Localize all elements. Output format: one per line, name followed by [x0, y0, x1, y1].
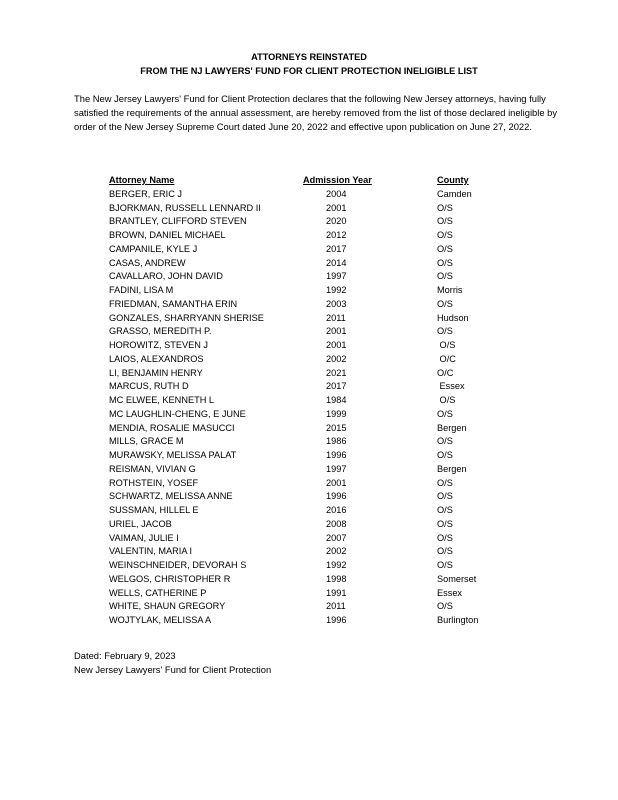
- attorney-name-cell: SUSSMAN, HILLEL E: [109, 505, 199, 515]
- intro-paragraph: The New Jersey Lawyers' Fund for Client Protection declares that the following New Jersey attorneys, having fully satisfied the requirements of the annual assessment, are hereby removed from the list of those declared ineligible by order of the New Jersey Supreme Court dated June 20, 2022 and effective upon publication on June 27, 2022.: [74, 93, 558, 132]
- document-title: ATTORNEYS REINSTATED: [251, 52, 367, 62]
- attorney-name-cell: VALENTIN, MARIA I: [109, 546, 193, 557]
- county-cell: O/S: [437, 505, 453, 515]
- table-row: [0, 504, 618, 518]
- header-attorney-name: Attorney Name: [109, 175, 175, 185]
- attorney-name-cell: WELGOS, CHRISTOPHER R: [109, 573, 231, 584]
- table-row: [0, 298, 618, 312]
- admission-year-cell: 1999: [326, 408, 347, 419]
- attorney-name-cell: VAIMAN, JULIE I: [109, 532, 179, 543]
- county-cell: O/S: [437, 601, 453, 612]
- county-cell: Camden: [437, 188, 472, 199]
- attorney-name-cell: MC ELWEE, KENNETH L: [109, 395, 214, 405]
- county-cell: O/S: [437, 243, 453, 254]
- admission-year-cell: 1991: [326, 587, 347, 598]
- attorney-name-cell: GRASSO, MEREDITH P.: [109, 326, 212, 337]
- table-row: [0, 353, 618, 367]
- attorney-name-cell: ROTHSTEIN, YOSEF: [109, 477, 199, 488]
- attorney-name-cell: FADINI, LISA M: [109, 285, 174, 295]
- attorney-name-cell: CAVALLARO, JOHN DAVID: [109, 271, 223, 282]
- attorney-name-cell: GONZALES, SHARRYANN SHERISE: [109, 312, 264, 323]
- attorney-name-cell: SCHWARTZ, MELISSA ANNE: [109, 491, 233, 502]
- attorney-name-cell: MURAWSKY, MELISSA PALAT: [109, 450, 237, 460]
- table-row: [0, 532, 618, 546]
- table-row: [0, 339, 618, 353]
- table-row: [0, 257, 618, 271]
- county-cell: O/C: [437, 367, 454, 378]
- county-cell: O/S: [437, 202, 453, 213]
- table-row: [0, 518, 618, 532]
- admission-year-cell: 1996: [326, 491, 347, 502]
- attorney-name-cell: MENDIA, ROSALIE MASUCCI: [109, 422, 235, 433]
- county-cell: O/S: [437, 532, 453, 543]
- table-row: [0, 284, 618, 298]
- county-cell: O/S: [437, 340, 456, 350]
- attorney-name-cell: FRIEDMAN, SAMANTHA ERIN: [109, 298, 238, 309]
- table-row: [0, 325, 618, 339]
- admission-year-cell: 1992: [326, 285, 347, 295]
- admission-year-cell: 1998: [326, 573, 347, 584]
- admission-year-cell: 1986: [326, 436, 347, 447]
- county-cell: Burlington: [437, 615, 479, 625]
- county-cell: O/C: [437, 353, 456, 364]
- header-admission-year: Admission Year: [303, 175, 372, 185]
- county-cell: O/S: [437, 257, 453, 268]
- county-cell: O/S: [437, 450, 453, 460]
- county-cell: Hudson: [437, 312, 469, 323]
- table-row: [0, 477, 618, 491]
- admission-year-cell: 2003: [326, 298, 347, 309]
- admission-year-cell: 2004: [326, 188, 347, 199]
- county-cell: O/S: [437, 216, 453, 227]
- county-cell: O/S: [437, 271, 453, 282]
- table-header-row: [0, 174, 618, 188]
- table-row: [0, 545, 618, 559]
- county-cell: Essex: [437, 381, 465, 392]
- attorney-name-cell: WHITE, SHAUN GREGORY: [109, 601, 226, 612]
- attorney-name-cell: BROWN, DANIEL MICHAEL: [109, 230, 226, 240]
- attorney-name-cell: HOROWITZ, STEVEN J: [109, 340, 209, 350]
- table-body: [0, 188, 618, 628]
- admission-year-cell: 2017: [326, 381, 347, 392]
- table-row: [0, 490, 618, 504]
- table-row: [0, 380, 618, 394]
- county-cell: O/S: [437, 518, 453, 529]
- admission-year-cell: 2007: [326, 532, 347, 543]
- admission-year-cell: 2001: [326, 202, 347, 213]
- admission-year-cell: 2002: [326, 353, 347, 364]
- county-cell: Bergen: [437, 422, 467, 433]
- county-cell: O/S: [437, 546, 453, 557]
- table-row: [0, 408, 618, 422]
- admission-year-cell: 2001: [326, 326, 347, 337]
- table-row: [0, 600, 618, 614]
- county-cell: O/S: [437, 326, 453, 337]
- header-county: County: [437, 175, 469, 185]
- county-cell: O/S: [437, 395, 456, 405]
- admission-year-cell: 2002: [326, 546, 347, 557]
- attorney-name-cell: LI, BENJAMIN HENRY: [109, 367, 203, 378]
- table-row: [0, 215, 618, 229]
- admission-year-cell: 2017: [326, 243, 347, 254]
- table-row: [0, 312, 618, 326]
- county-cell: O/S: [437, 408, 453, 419]
- admission-year-cell: 2016: [326, 505, 347, 515]
- table-row: [0, 367, 618, 381]
- attorney-name-cell: URIEL, JACOB: [109, 518, 172, 529]
- attorney-name-cell: WEINSCHNEIDER, DEVORAH S: [109, 560, 247, 570]
- attorney-name-cell: MARCUS, RUTH D: [109, 381, 189, 392]
- county-cell: Somerset: [437, 573, 477, 584]
- admission-year-cell: 2001: [326, 340, 347, 350]
- organization-line: New Jersey Lawyers' Fund for Client Protection: [74, 664, 272, 675]
- attorney-name-cell: BERGER, ERIC J: [109, 188, 183, 199]
- table-row: [0, 463, 618, 477]
- admission-year-cell: 2020: [326, 216, 347, 227]
- document-subtitle: FROM THE NJ LAWYERS' FUND FOR CLIENT PROTECTION INELIGIBLE LIST: [140, 66, 478, 76]
- table-row: [0, 229, 618, 243]
- dated-line: Dated: February 9, 2023: [74, 650, 176, 661]
- admission-year-cell: 1996: [326, 450, 347, 460]
- attorney-name-cell: CASAS, ANDREW: [109, 257, 186, 268]
- table-row: [0, 449, 618, 463]
- table-row: [0, 270, 618, 284]
- admission-year-cell: 1996: [326, 615, 347, 625]
- attorney-table: [0, 174, 618, 628]
- attorney-name-cell: BRANTLEY, CLIFFORD STEVEN: [109, 216, 247, 227]
- attorney-name-cell: BJORKMAN, RUSSELL LENNARD II: [109, 202, 261, 213]
- county-cell: Essex: [437, 587, 463, 598]
- admission-year-cell: 1984: [326, 395, 347, 405]
- admission-year-cell: 2014: [326, 257, 347, 268]
- county-cell: O/S: [437, 491, 453, 502]
- county-cell: O/S: [437, 298, 453, 309]
- table-row: [0, 435, 618, 449]
- county-cell: Morris: [437, 285, 463, 295]
- admission-year-cell: 2012: [326, 230, 347, 240]
- county-cell: O/S: [437, 560, 453, 570]
- table-row: [0, 559, 618, 573]
- table-row: [0, 202, 618, 216]
- table-row: [0, 243, 618, 257]
- admission-year-cell: 1992: [326, 560, 347, 570]
- table-row: [0, 422, 618, 436]
- admission-year-cell: 2011: [326, 601, 346, 612]
- table-row: [0, 394, 618, 408]
- admission-year-cell: 2021: [326, 367, 347, 378]
- admission-year-cell: 1997: [326, 463, 347, 474]
- county-cell: O/S: [437, 230, 453, 240]
- admission-year-cell: 2008: [326, 518, 347, 529]
- admission-year-cell: 2011: [326, 312, 346, 323]
- attorney-name-cell: WELLS, CATHERINE P: [109, 587, 207, 598]
- table-row: [0, 587, 618, 601]
- attorney-name-cell: MILLS, GRACE M: [109, 436, 184, 447]
- county-cell: Bergen: [437, 463, 467, 474]
- table-row: [0, 188, 618, 202]
- admission-year-cell: 2001: [326, 477, 347, 488]
- footer: [74, 649, 271, 677]
- attorney-name-cell: REISMAN, VIVIAN G: [109, 463, 196, 474]
- attorney-name-cell: WOJTYLAK, MELISSA A: [109, 615, 212, 625]
- attorney-name-cell: MC LAUGHLIN-CHENG, E JUNE: [109, 408, 246, 419]
- admission-year-cell: 2015: [326, 422, 347, 433]
- county-cell: O/S: [437, 477, 453, 488]
- table-row: [0, 573, 618, 587]
- admission-year-cell: 1997: [326, 271, 347, 282]
- table-row: [0, 614, 618, 628]
- attorney-name-cell: LAIOS, ALEXANDROS: [109, 353, 204, 364]
- county-cell: O/S: [437, 436, 453, 447]
- attorney-name-cell: CAMPANILE, KYLE J: [109, 243, 198, 254]
